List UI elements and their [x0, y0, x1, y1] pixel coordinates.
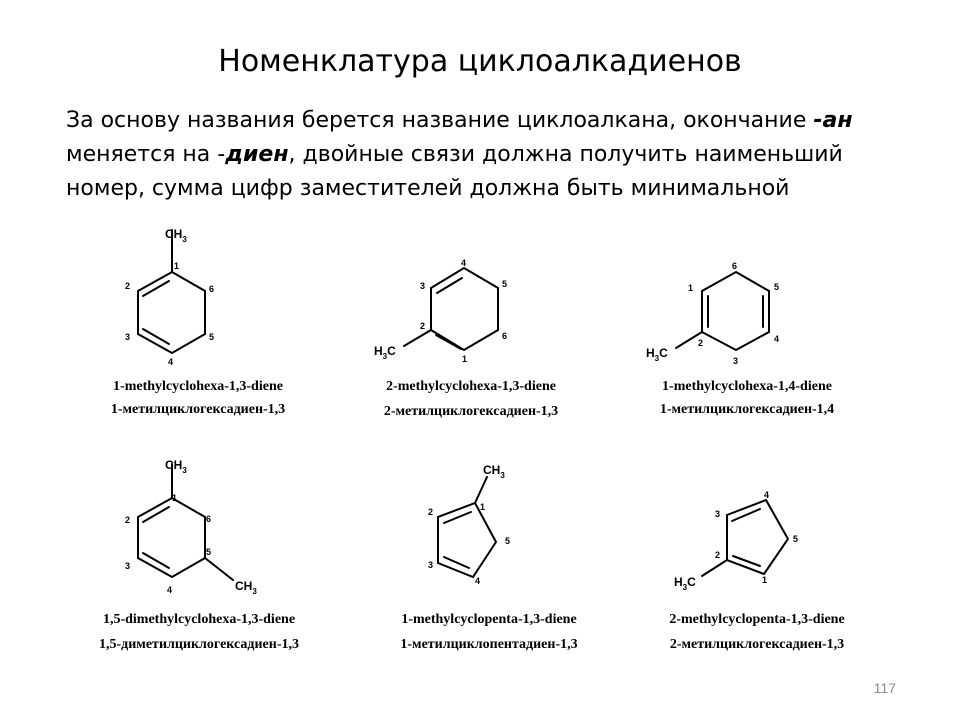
atom-number-5: 5 — [209, 332, 215, 342]
atom-number-4: 4 — [461, 258, 467, 268]
molecule-5-structure — [420, 460, 540, 590]
substituent-label: $H_3C$ — [646, 346, 668, 363]
substituent-label: $CH_3$ — [483, 463, 505, 480]
atom-number-1: 1 — [480, 502, 486, 512]
atom-number-6: 6 — [209, 284, 215, 294]
substituent-label: $CH_3$ — [165, 227, 187, 244]
molecule-5-name-ru: 1-метилциклопентадиен-1,3 — [400, 637, 578, 652]
atom-number-1: 1 — [174, 261, 180, 271]
molecule-6-name-en: 2-methylcyclopenta-1,3-diene — [669, 612, 845, 627]
double-bond-1-2 — [143, 281, 169, 296]
ring-bonds — [702, 272, 769, 350]
atom-number-3: 3 — [733, 356, 739, 366]
atom-number-2: 2 — [698, 338, 704, 348]
atom-number-2: 2 — [125, 515, 131, 525]
double-bond-3-4 — [143, 553, 169, 568]
molecule-5-name-en: 1-methylcyclopenta-1,3-diene — [401, 612, 577, 627]
page-number: 117 — [873, 680, 896, 696]
atom-number-4: 4 — [475, 576, 481, 586]
molecule-4-structure — [110, 456, 270, 601]
double-bond-3-4 — [437, 278, 462, 293]
methyl-bond — [404, 330, 431, 346]
atom-number-3: 3 — [125, 561, 131, 571]
atom-number-4: 4 — [167, 585, 173, 595]
substituent-label-5: $CH_3$ — [235, 579, 257, 596]
double-bond-1-2 — [143, 507, 169, 522]
substituent-label-1: $CH_3$ — [165, 458, 187, 475]
atom-number-1: 1 — [762, 575, 768, 585]
atom-number-1: 1 — [462, 354, 468, 364]
body-part-2: меняется на - — [66, 142, 226, 167]
methyl-bond — [475, 477, 487, 503]
body-part-3: , двойные связи должна получить наименьший номер, сумма цифр заместителей должна быть минимальной — [66, 142, 843, 201]
molecule-3-name-en: 1-methylcyclohexa-1,4-diene — [662, 379, 832, 394]
ring-bonds — [138, 272, 205, 353]
molecule-2-name-ru: 2-метилциклогексадиен-1,3 — [383, 404, 559, 419]
molecule-1-name-en: 1-methylcyclohexa-1,3-diene — [113, 379, 283, 394]
atom-number-2: 2 — [428, 507, 434, 517]
molecule-1-name-ru: 1-метилциклогексадиен-1,3 — [110, 402, 286, 417]
slide-body-text — [66, 104, 926, 206]
atom-number-3: 3 — [420, 281, 426, 291]
atom-number-4: 4 — [168, 357, 174, 367]
molecule-3-structure — [642, 258, 802, 370]
body-part-1: За основу названия берется название циклоалкана, окончание — [66, 108, 814, 133]
atom-number-4: 4 — [764, 490, 770, 500]
atom-number-5: 5 — [502, 279, 508, 289]
methyl-bond — [702, 560, 727, 576]
atom-number-5: 5 — [505, 536, 511, 546]
atom-number-6: 6 — [206, 514, 212, 524]
atom-number-2: 2 — [125, 281, 131, 291]
atom-number-1: 1 — [688, 283, 694, 293]
molecule-3-name-ru: 1-метилциклогексадиен-1,4 — [659, 402, 835, 417]
atom-number-6: 6 — [732, 261, 738, 271]
atom-number-3: 3 — [715, 509, 721, 519]
molecule-4-name-ru: 1,5-диметилциклогексадиен-1,3 — [99, 637, 299, 652]
atom-number-5: 5 — [206, 547, 212, 557]
molecule-2-structure — [368, 256, 518, 368]
molecule-6-structure — [672, 490, 812, 594]
atom-number-6: 6 — [502, 331, 508, 341]
molecule-1-structure — [110, 222, 230, 372]
molecule-2-name-en: 2-methylcyclohexa-1,3-diene — [386, 379, 556, 394]
atom-number-2: 2 — [420, 321, 426, 331]
atom-number-4: 4 — [774, 334, 780, 344]
body-ending-old: -ан — [813, 108, 853, 133]
atom-number-3: 3 — [428, 560, 434, 570]
ring-bonds — [138, 498, 205, 577]
atom-number-1: 1 — [172, 493, 178, 503]
methyl-bond-5 — [205, 558, 233, 580]
slide-title: Номенклатура циклоалкадиенов — [218, 44, 742, 79]
atom-number-3: 3 — [125, 332, 131, 342]
double-bond-3-4 — [143, 329, 169, 344]
substituent-label: $H_3C$ — [374, 344, 396, 361]
atom-number-5: 5 — [793, 534, 799, 544]
molecule-6-name-ru: 2-метилциклогексадиен-1,3 — [669, 637, 845, 652]
body-ending-new: диен — [225, 142, 289, 167]
double-bond-1-2 — [436, 335, 461, 349]
molecule-4-name-en: 1,5-dimethylcyclohexa-1,3-diene — [102, 612, 296, 627]
atom-number-2: 2 — [715, 550, 721, 560]
atom-number-5: 5 — [774, 282, 780, 292]
substituent-label: $H_3C$ — [674, 575, 696, 592]
